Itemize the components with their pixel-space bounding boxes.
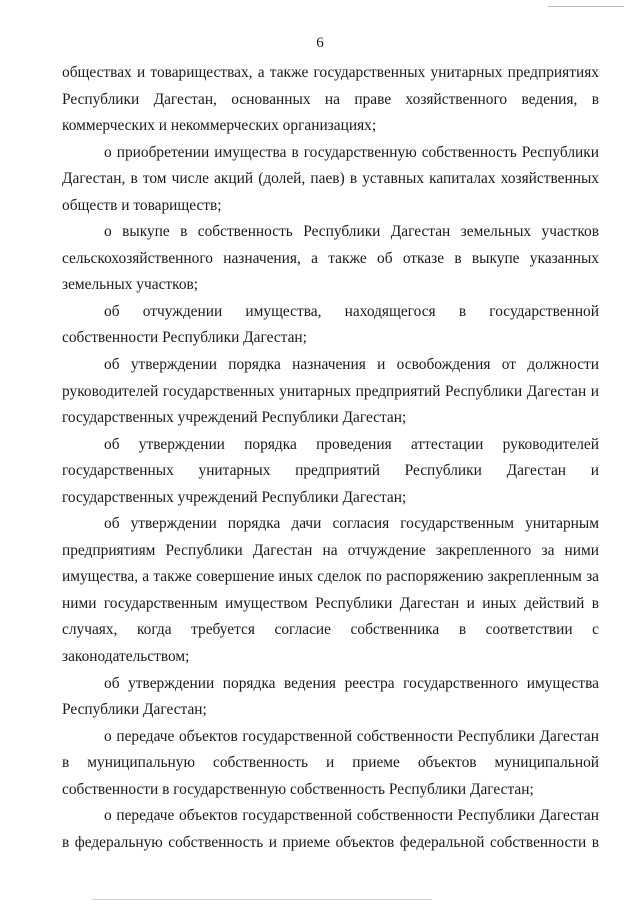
paragraph: об отчуждении имущества, находящегося в государственной собственности Республики Дагестан; [62,302,599,347]
scan-edge-line-bottom [92,899,432,900]
paragraph: обществах и товариществах, а также государственных унитарных предприятиях Республики Дагестан, основанных на праве хозяйственного ведения, в коммерческих и некоммерческих организациях; [62,64,599,135]
page-number: 6 [316,35,324,51]
paragraph: о передаче объектов государственной собственности Республики Дагестан в муниципальную собственность и приеме объектов муниципальной собственности в государственную собственность Республики Дагестан; [62,727,599,798]
document-body [62,60,599,856]
paragraph: о выкупе в собственность Республики Дагестан земельных участков сельскохозяйственного назначения, а также об отказе в выкупе указанных земельных участков; [62,223,599,294]
paragraph: об утверждении порядка назначения и освобождения от должности руководителей государственных унитарных предприятий Республики Дагестан и государственных учреждений Республики Дагестан; [62,356,599,427]
paragraph: об утверждении порядка проведения аттестации руководителей государственных унитарных предприятий Республики Дагестан и государственных учреждений Республики Дагестан; [62,435,599,506]
paragraph: о передаче объектов государственной собственности Республики Дагестан в федеральную собственность и приеме объектов федеральной собственности в [62,807,599,851]
scan-edge-line-top [548,6,624,7]
paragraph: об утверждении порядка дачи согласия государственным унитарным предприятиям Республики Дагестан на отчуждение закрепленного за ними имущества, а также совершение иных сделок по распоряжению закрепленным за ними государственным имуществом Республики Дагестан и иных действий в случаях, когда требуется согласие собственника в соответствии с законодательством; [62,515,599,666]
paragraph: о приобретении имущества в государственную собственность Республики Дагестан, в том числе акций (долей, паев) в уставных капиталах хозяйственных обществ и товариществ; [62,143,599,214]
paragraph: об утверждении порядка ведения реестра государственного имущества Республики Дагестан; [62,674,599,719]
